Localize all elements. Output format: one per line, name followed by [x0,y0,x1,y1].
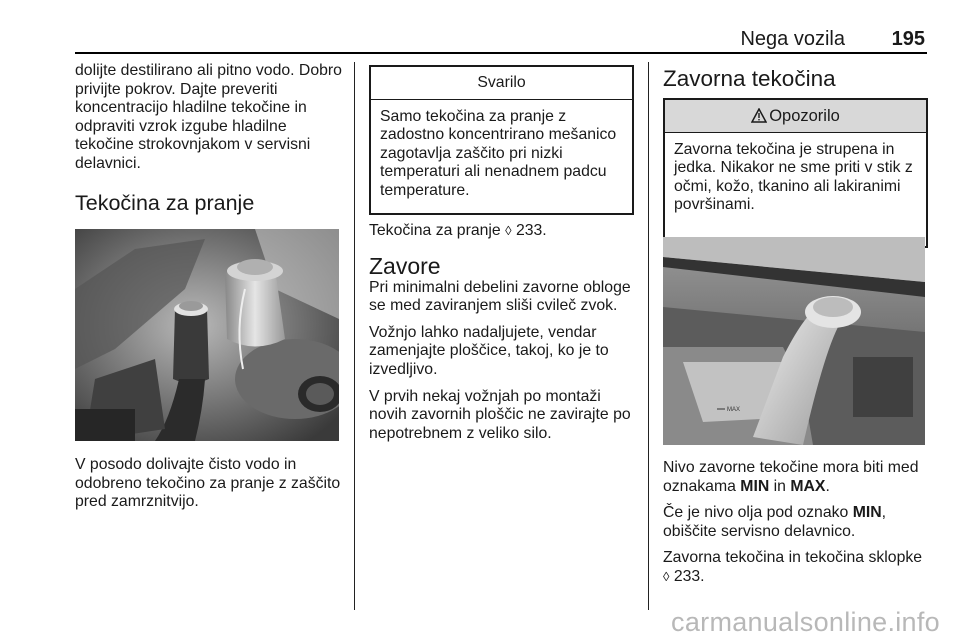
brake-fluid-photo [663,237,925,445]
warning-body: Zavorna tekočina je strupena in jedka. Nikakor ne sme priti v stik z očmi, kožo, tkanino ali lakiranimi površinami. [674,140,913,214]
page-reference-arrow: ◊ [505,223,512,238]
brakes-paragraph-2: Vožnjo lahko nadaljujete, vendar zamenjajte ploščice, takoj, ko je to izvedljivo. [369,323,609,378]
brake-fluid-heading: Zavorna tekočina [663,66,836,91]
warning-title: Opozorilo [769,107,840,125]
washer-fluid-reference [369,222,634,241]
brakes-paragraph-3: V prvih nekaj vožnjah po montaži novih zavornih ploščic ne zavirajte po nepotrebnem z veliko silo. [369,387,631,442]
section-title: Nega vozila [740,28,845,50]
header-rule [75,52,927,54]
column-1 [75,62,345,216]
warning-header [665,100,926,133]
watermark: carmanualsonline.info [671,607,940,637]
caution-box [369,65,634,215]
column-3-lower [663,459,927,595]
clutch-reference-text: Zavorna tekočina in tekočina sklopke [663,549,923,567]
washer-fluid-photo [75,229,339,441]
reference-page: 233. [515,222,547,239]
clutch-reference-paragraph [663,549,927,586]
page-header [75,22,927,50]
max-label: MAX [790,477,826,495]
caution-title: Svarilo [371,67,632,100]
intro-paragraph: dolijte destilirano ali pitno vodo. Dobro privijte pokrov. Dajte preveriti koncentracijo hladilne tekočine in odpraviti vzrok izgube hladilne tekočine strokovnjakom v servisni delavnici. [75,62,342,172]
level-text: Nivo zavorne tekočine mora biti med oznakama [663,459,919,495]
level-text-and: in [769,477,791,495]
reference-text: Tekočina za pranje [369,222,501,239]
washer-fluid-heading: Tekočina za pranje [75,190,255,215]
min-label: MIN [740,477,770,495]
washer-fluid-paragraph: V posodo dolivajte čisto vodo in odobreno tekočino za pranje z zaščito pred zamrznitvijo. [75,456,341,511]
min-label-2: MIN [852,504,882,522]
brakes-paragraph-1: Pri minimalni debelini zavorne obloge se med zaviranjem sliši cvileč zvok. [369,278,631,315]
service-paragraph [663,504,927,541]
service-text: Če je nivo olja pod oznako [663,504,853,522]
max-mark-label: MAX [727,407,741,413]
warning-triangle-icon [751,108,767,123]
level-text-end: . [825,477,830,495]
page-reference-arrow-2: ◊ [663,568,670,584]
column-divider-1 [354,62,355,610]
service-text-end: , obiščite servisno delavnico. [663,504,887,540]
column-1-lower [75,456,345,520]
page-number: 195 [891,28,925,50]
brakes-heading: Zavore [369,252,441,279]
caution-body: Samo tekočina za pranje z zadostno koncentrirano mešanico zagotavlja zaščito pri nizki temperaturi ali nenadnem padcu temperature. [380,107,617,199]
warning-box [663,98,928,248]
level-paragraph [663,459,927,496]
column-3 [663,62,927,92]
column-divider-2 [648,62,649,610]
column-2 [369,222,634,451]
clutch-reference-page: 233. [673,567,705,585]
